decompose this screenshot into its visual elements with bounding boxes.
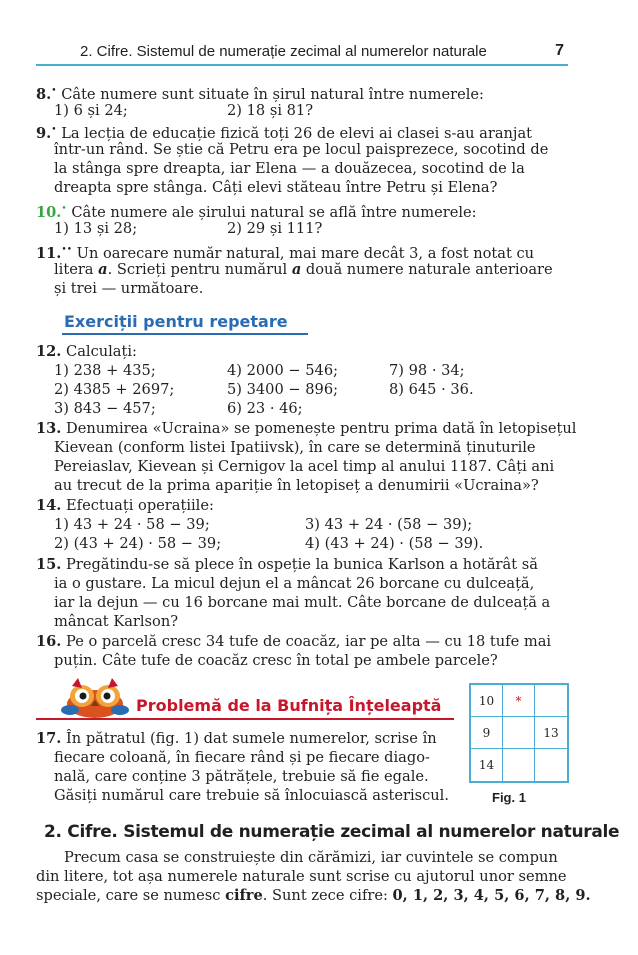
- magic-square-figure: [469, 683, 569, 783]
- operation-item: 3) 43 + 24 · (58 − 39);: [305, 516, 473, 533]
- exercise-8: 8.• Câte numere sunt situate în șirul natural între numerele:: [36, 85, 484, 103]
- exercise-15-line: mâncat Karlson?: [54, 613, 179, 630]
- calc-item: 1) 238 + 435;: [54, 362, 156, 379]
- exercise-17-line: nală, care conține 3 pătrățele, trebuie să fie egale.: [54, 768, 429, 785]
- operation-item: 2) (43 + 24) · 58 − 39;: [54, 535, 222, 552]
- calc-item: 8) 645 · 36.: [389, 381, 474, 398]
- operation-item: 4) (43 + 24) · (58 − 39).: [305, 535, 484, 552]
- exercise-16: 16. Pe o parcelă cresc 34 tufe de coacăz, iar pe alta — cu 18 tufe mai: [36, 633, 552, 650]
- grid-cell: [535, 685, 567, 717]
- calc-item: 7) 98 · 34;: [389, 362, 465, 379]
- grid-cell: [535, 749, 567, 781]
- exercise-15-line: iar la dejun — cu 16 borcane mai mult. Câte borcane de dulceață a: [54, 594, 551, 611]
- exercise-11-line: litera a. Scrieți pentru numărul a două numere naturale anterioare: [54, 261, 553, 278]
- exercise-17-line: fiecare coloană, în fiecare rând și pe fiecare diago-: [54, 749, 430, 766]
- exercise-13: 13. Denumirea «Ucraina» se pomenește pentru prima dată în letopisețul: [36, 420, 577, 437]
- figure-caption: Fig. 1: [492, 790, 526, 805]
- calc-item: 6) 23 · 46;: [227, 400, 303, 417]
- header-title: 2. Cifre. Sistemul de numerație zecimal al numerelor naturale: [80, 43, 487, 60]
- exercise-8-a: 1) 6 și 24;: [54, 102, 128, 119]
- grid-cell: [503, 717, 535, 749]
- exercise-12: 12. Calculați:: [36, 343, 137, 360]
- exercise-9-line: într-un rând. Se știe că Petru era pe locul paisprezece, socotind de: [54, 141, 549, 158]
- exercise-17-line: Găsiți numărul care trebuie să înlocuiască asteriscul.: [54, 787, 449, 804]
- section-heading: 2. Cifre. Sistemul de numerație zecimal al numerelor naturale: [44, 822, 620, 842]
- exercise-9: 9.• La lecția de educație fizică toți 26 de elevi ai clasei s-au aranjat: [36, 124, 533, 142]
- exercise-9-line: dreapta spre stânga. Câți elevi stăteau între Petru și Elena?: [54, 179, 498, 196]
- review-section-title: Exerciții pentru repetare: [62, 311, 308, 335]
- grid-cell: 14: [471, 749, 503, 781]
- operation-item: 1) 43 + 24 · 58 − 39;: [54, 516, 210, 533]
- grid-cell: 13: [535, 717, 567, 749]
- grid-cell: 10: [471, 685, 503, 717]
- exercise-9-line: la stânga spre dreapta, iar Elena — a douăzecea, socotind de la: [54, 160, 525, 177]
- exercise-11-line: și trei — următoare.: [54, 280, 204, 297]
- calc-item: 2) 4385 + 2697;: [54, 381, 175, 398]
- exercise-10-a: 1) 13 și 28;: [54, 220, 138, 237]
- owl-problem-title: Problemă de la Bufnița Înțeleaptă: [136, 696, 442, 715]
- grid-cell: 9: [471, 717, 503, 749]
- grid-cell-asterisk: *: [503, 685, 535, 717]
- exercise-10: 10.• Câte numere ale șirului natural se află între numerele:: [36, 203, 477, 221]
- exercise-10-b: 2) 29 și 111?: [227, 220, 323, 237]
- exercise-13-line: Pereiaslav, Kievean și Cernigov la acel timp al anului 1187. Câți ani: [54, 458, 555, 475]
- paragraph-line: din litere, tot așa numerele naturale sunt scrise cu ajutorul unor semne: [36, 868, 567, 885]
- grid-cell: [503, 749, 535, 781]
- exercise-15: 15. Pregătindu-se să plece în ospeție la bunica Karlson a hotărât să: [36, 556, 538, 573]
- page-number: 7: [555, 42, 564, 59]
- exercise-13-line: Kievean (conform listei Ipatiivsk), în care se determină ținuturile: [54, 439, 536, 456]
- calc-item: 3) 843 − 457;: [54, 400, 156, 417]
- owl-problem-header: [36, 696, 454, 720]
- paragraph-line: Precum casa se construiește din cărămizi, iar cuvintele se compun: [64, 849, 558, 866]
- exercise-13-line: au trecut de la prima apariție în letopiseț a denumirii «Ucraina»?: [54, 477, 539, 494]
- calc-item: 4) 2000 − 546;: [227, 362, 339, 379]
- exercise-8-b: 2) 18 și 81?: [227, 102, 314, 119]
- exercise-15-line: ia o gustare. La micul dejun el a mâncat 26 borcane cu dulceață,: [54, 575, 535, 592]
- exercise-11: 11.•• Un oarecare număr natural, mai mare decât 3, a fost notat cu: [36, 244, 535, 262]
- running-header: [36, 40, 568, 66]
- exercise-14: 14. Efectuați operațiile:: [36, 497, 214, 514]
- exercise-16-line: puțin. Câte tufe de coacăz cresc în total pe ambele parcele?: [54, 652, 498, 669]
- exercise-17: 17. În pătratul (fig. 1) dat sumele numerelor, scrise în: [36, 730, 437, 747]
- owl-icon: [60, 676, 130, 720]
- paragraph-line: speciale, care se numesc cifre. Sunt zece cifre: 0, 1, 2, 3, 4, 5, 6, 7, 8, 9.: [36, 887, 591, 904]
- calc-item: 5) 3400 − 896;: [227, 381, 339, 398]
